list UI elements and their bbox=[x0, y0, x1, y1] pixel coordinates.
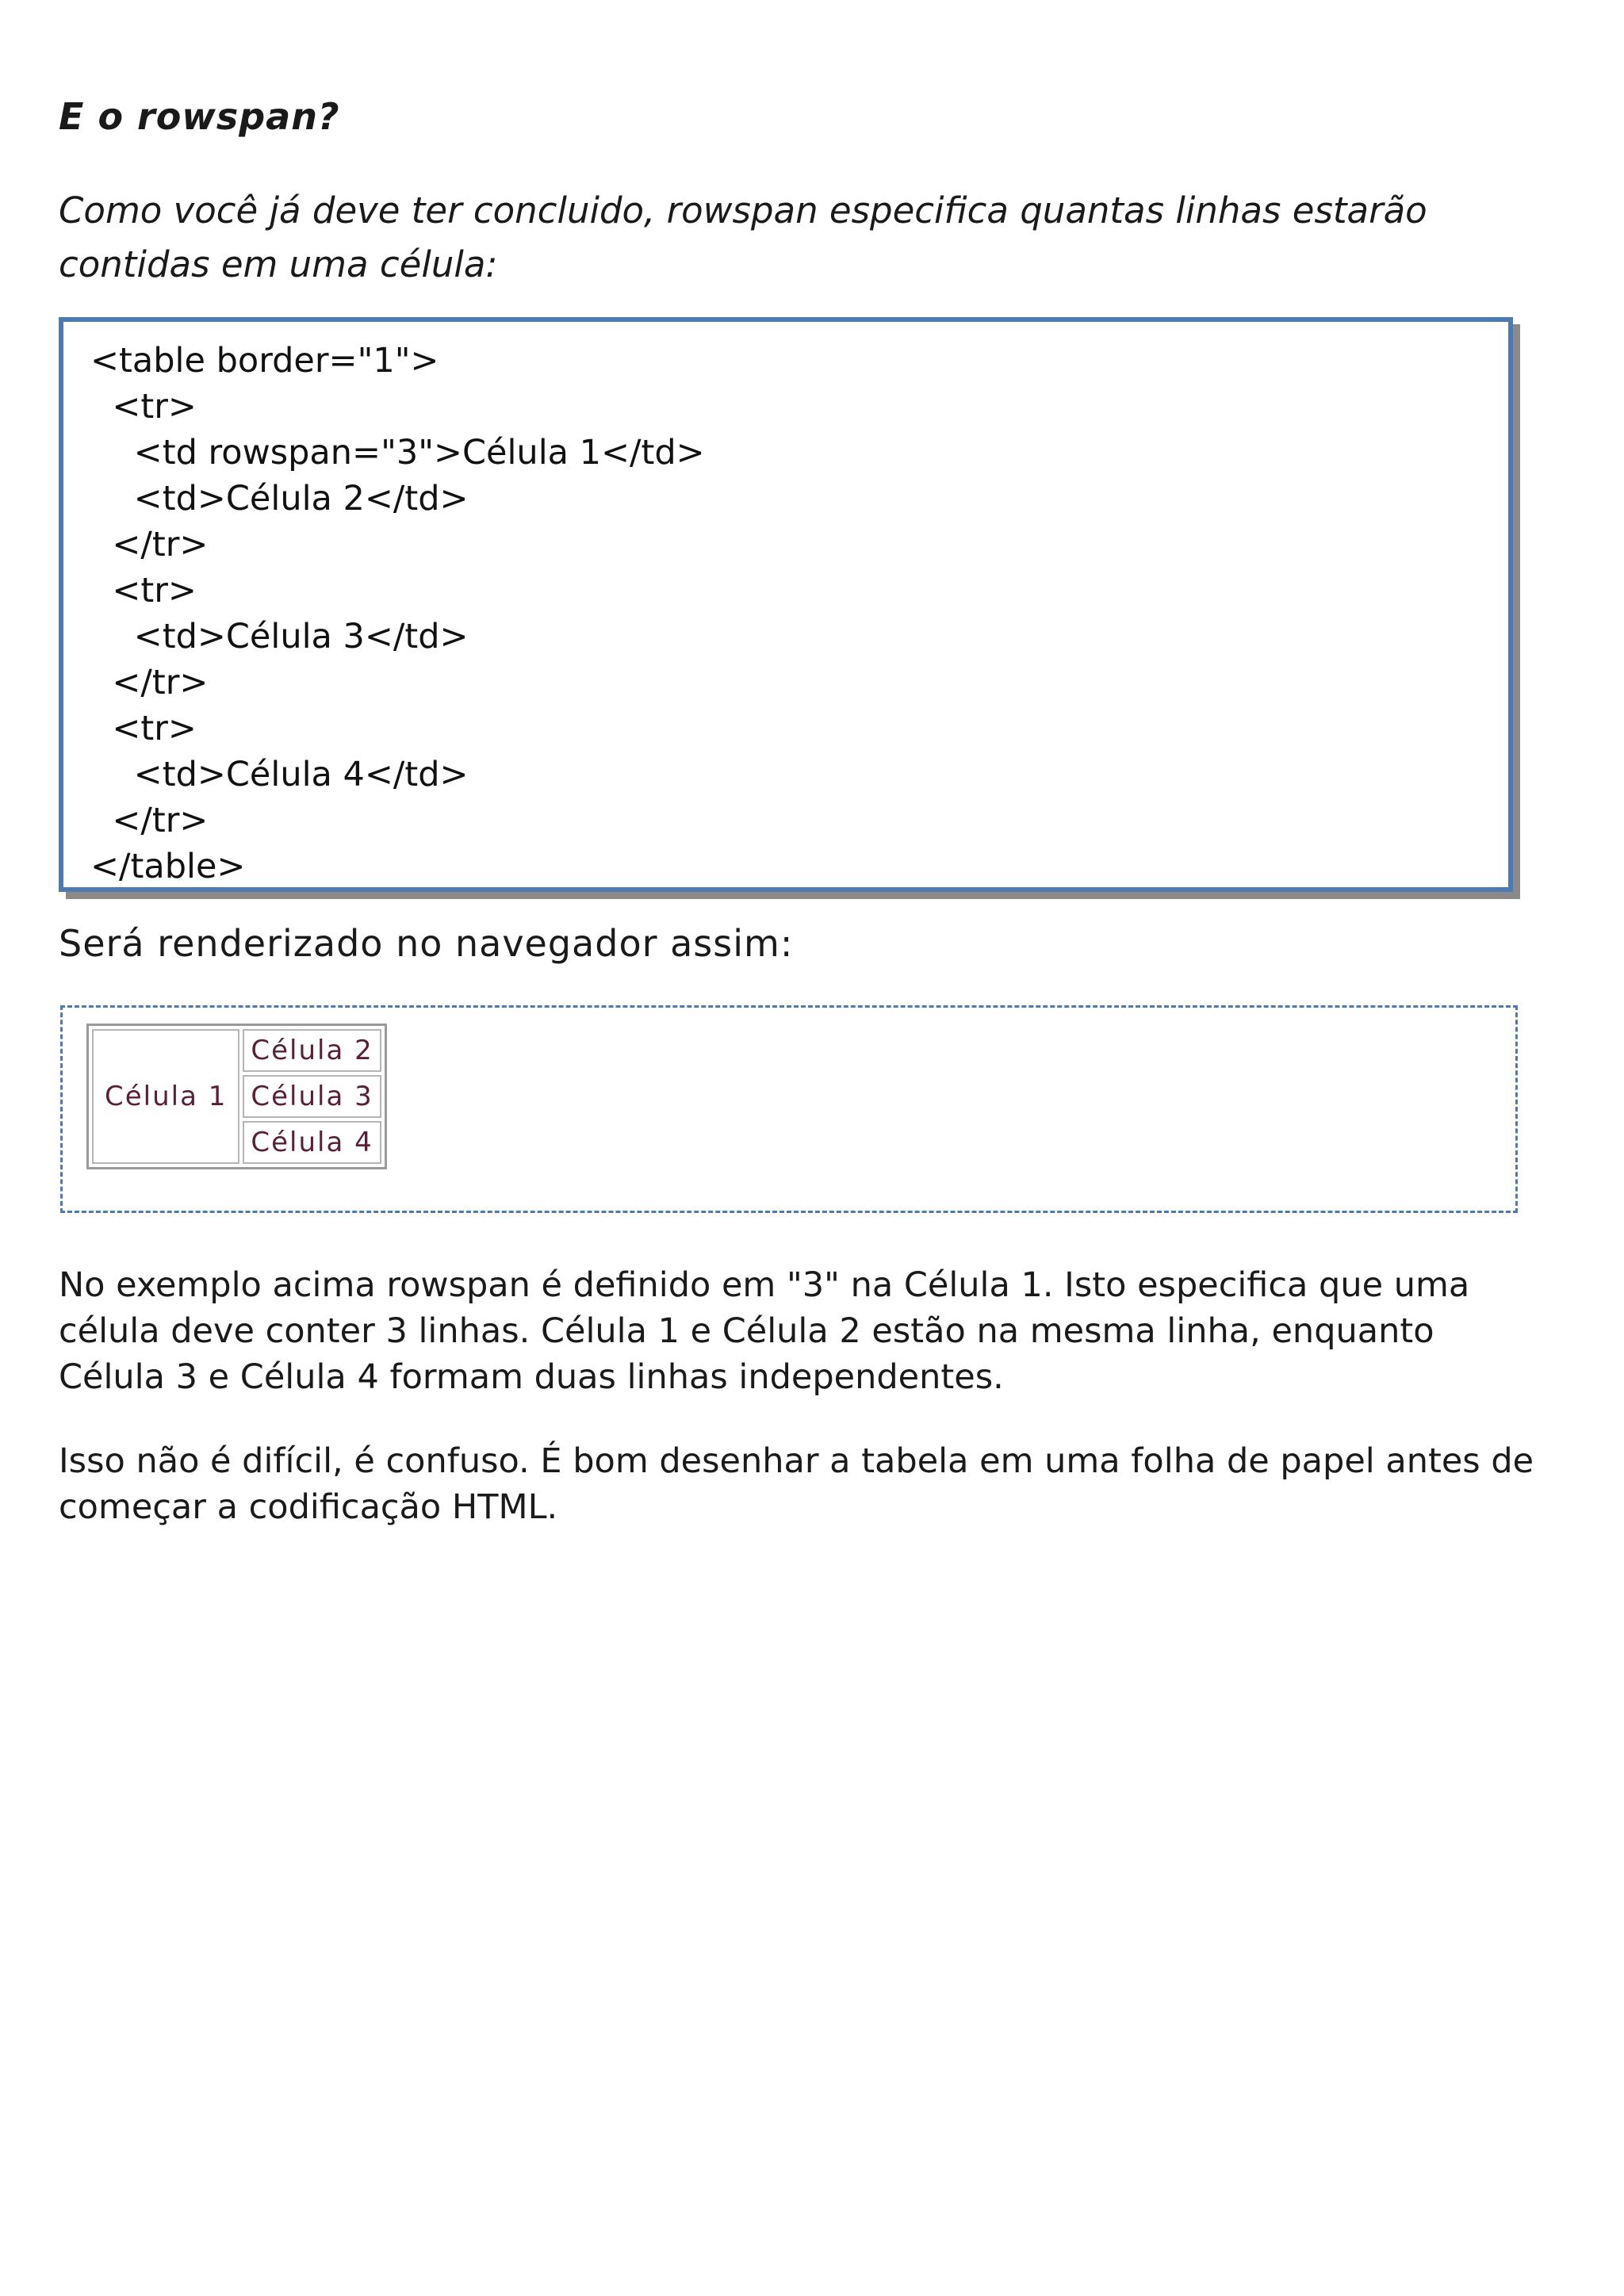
table-cell-2: Célula 2 bbox=[243, 1029, 381, 1072]
code-line: <tr> bbox=[90, 387, 197, 427]
code-line: <td>Célula 2</td> bbox=[90, 479, 469, 519]
code-line: <table border="1"> bbox=[90, 341, 439, 381]
table-row bbox=[92, 1029, 381, 1072]
explanation-paragraph: No exemplo acima rowspan é definido em "3" na Célula 1. Isto especifica que uma célula deve conter 3 linhas. Célula 1 e Célula 2 estão na mesma linha, enquanto Célula 3 e Célula 4 formam duas linhas independentes. bbox=[59, 1265, 1470, 1397]
code-line: <td rowspan="3">Célula 1</td> bbox=[90, 433, 705, 473]
rendered-example-box bbox=[60, 1005, 1518, 1213]
code-line: </table> bbox=[90, 847, 246, 886]
table-cell-4: Célula 4 bbox=[243, 1121, 381, 1164]
code-example-box bbox=[59, 317, 1513, 892]
code-line: <tr> bbox=[90, 571, 197, 610]
code-line: <td>Célula 3</td> bbox=[90, 617, 469, 656]
code-line: <tr> bbox=[90, 709, 197, 748]
code-line: </tr> bbox=[90, 525, 209, 564]
table-cell-1: Célula 1 bbox=[92, 1029, 239, 1164]
section-heading: E o rowspan? bbox=[59, 95, 340, 138]
table-cell-3: Célula 3 bbox=[243, 1075, 381, 1118]
tip-paragraph: Isso não é difícil, é confuso. É bom desenhar a tabela em uma folha de papel antes de começar a codificação HTML. bbox=[59, 1441, 1534, 1527]
code-line: </tr> bbox=[90, 663, 209, 702]
intro-text: Como você já deve ter concluido, rowspan especifica quantas linhas estarão contidas em uma célula: bbox=[59, 189, 1427, 285]
render-caption: Será renderizado no navegador assim: bbox=[59, 922, 794, 965]
rendered-table bbox=[86, 1024, 387, 1169]
code-line: </tr> bbox=[90, 801, 209, 840]
code-line: <td>Célula 4</td> bbox=[90, 755, 469, 794]
